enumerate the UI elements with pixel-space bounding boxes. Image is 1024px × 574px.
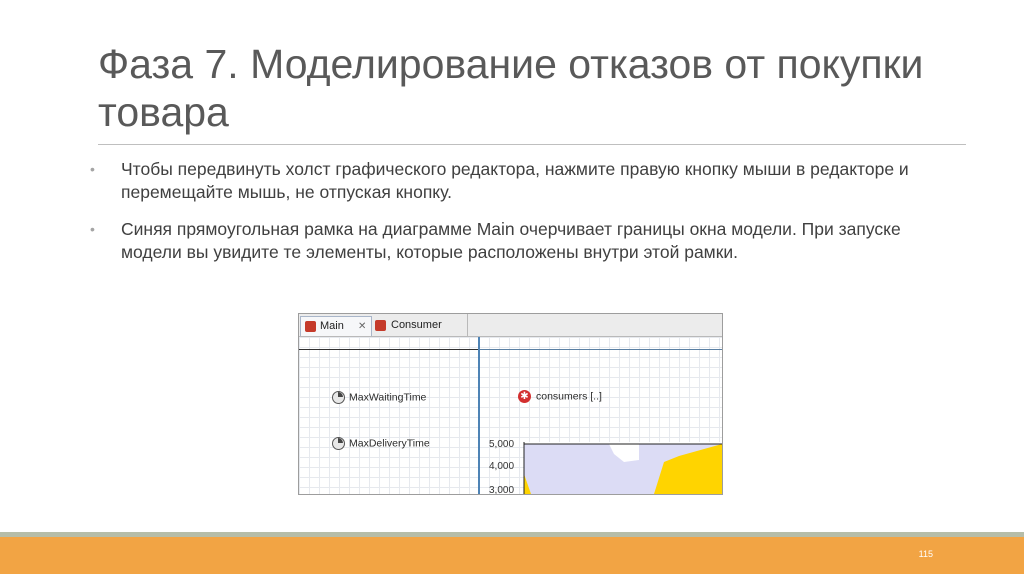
bullet-list <box>90 158 940 278</box>
time-plot-chart[interactable] <box>479 432 722 494</box>
editor-tab-bar <box>299 314 722 337</box>
parameter-label: MaxDeliveryTime <box>349 437 430 450</box>
tab-consumer-label: Consumer <box>391 319 442 331</box>
bullet-item <box>90 158 940 204</box>
bullet-marker: • <box>90 221 95 237</box>
bullet-text: Синяя прямоугольная рамка на диаграмме Main очерчивает границы окна модели. При запуске модели вы увидите те элементы, которые расположены внутри этой рамки. <box>121 219 901 262</box>
person-icon: ✱ <box>518 390 531 403</box>
slide-title: Фаза 7. Моделирование отказов от покупки товара <box>98 41 924 135</box>
bullet-marker: • <box>90 161 95 177</box>
parameter-max-waiting-time[interactable] <box>332 391 426 404</box>
parameter-icon <box>332 437 345 450</box>
agent-icon <box>305 321 316 332</box>
bullet-item <box>90 218 940 264</box>
y-tick-label: 4,000 <box>489 461 515 472</box>
frame-top-border <box>299 349 478 350</box>
grid-line-top <box>480 349 722 350</box>
graphical-editor-canvas[interactable] <box>299 337 722 494</box>
bullet-text: Чтобы передвинуть холст графического редактора, нажмите правую кнопку мыши в редакторе и перемещайте мышь, не отпуская кнопку. <box>121 159 909 202</box>
page-number: 115 <box>918 549 933 559</box>
population-consumers[interactable] <box>518 390 602 403</box>
population-label: consumers [..] <box>536 390 602 403</box>
tab-main-label: Main <box>320 320 344 332</box>
parameter-icon <box>332 391 345 404</box>
tab-separator <box>467 314 468 336</box>
parameter-max-delivery-time[interactable] <box>332 437 430 450</box>
y-tick-label: 3,000 <box>489 485 515 494</box>
footer-bar <box>0 537 1024 574</box>
close-icon[interactable]: ✕ <box>358 321 367 332</box>
parameter-label: MaxWaitingTime <box>349 391 427 404</box>
title-divider <box>98 144 966 145</box>
y-tick-label: 5,000 <box>489 439 515 450</box>
editor-screenshot <box>298 313 723 495</box>
agent-icon <box>375 320 386 331</box>
tab-main[interactable] <box>300 316 372 336</box>
tab-consumer[interactable] <box>371 316 467 335</box>
